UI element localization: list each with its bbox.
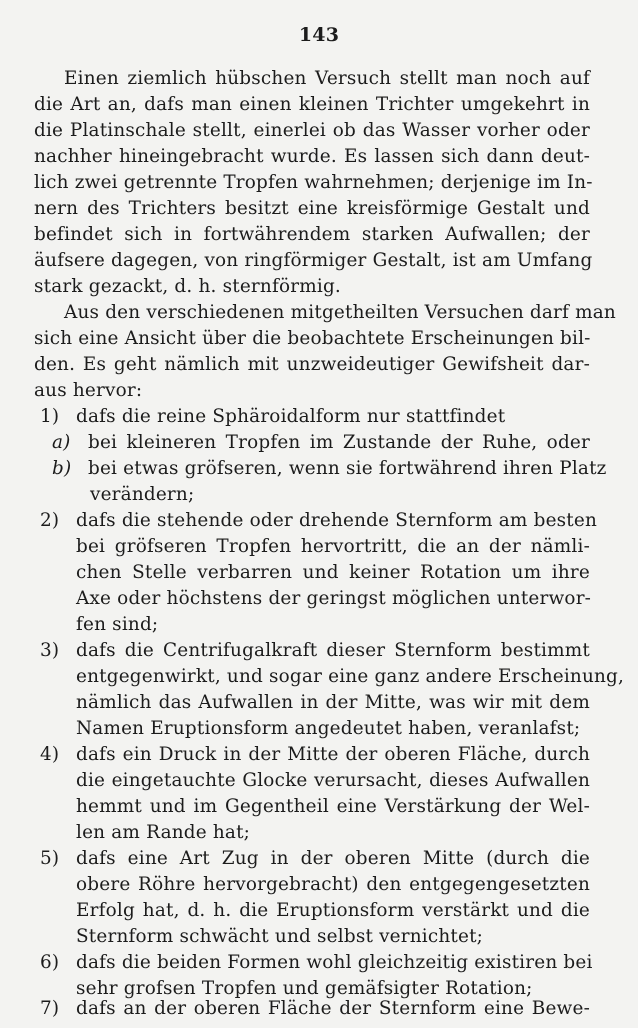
text-line: hemmt und im Gegentheil eine Verstärkung der Wel- [76, 796, 590, 817]
text-line: dafs die Centrifugalkraft dieser Sternform bestimmt [76, 640, 590, 661]
text-line: Erfolg hat, d. h. die Eruptionsform verstärkt und die [76, 900, 590, 921]
text-line: nämlich das Aufwallen in der Mitte, was wir mit dem [76, 692, 590, 713]
text-line: die Platinschale stellt, einerlei ob das Wasser vorher oder [34, 120, 590, 141]
item-number: 2) [40, 510, 60, 531]
item-number: 6) [40, 952, 60, 973]
text-line: bei kleineren Tropfen im Zustande der Ruhe, oder [88, 432, 590, 453]
text-line: fen sind; [76, 614, 159, 635]
text-line: sehr grofsen Tropfen und gemäfsigter Rotation; [76, 978, 533, 999]
text-line: äufsere dagegen, von ringförmiger Gestalt, ist am Umfang [34, 250, 593, 271]
text-line: Axe oder höchstens der geringst möglichen unterwor- [76, 588, 592, 609]
text-line: Namen Eruptionsform angedeutet haben, veranlafst; [76, 718, 581, 739]
text-line: chen Stelle verbarren und keiner Rotation um ihre [76, 562, 590, 583]
text-line: nern des Trichters besitzt eine kreisförmige Gestalt und [34, 198, 590, 219]
text-line: die Art an, dafs man einen kleinen Trichter umgekehrt in [34, 94, 590, 115]
text-line: dafs eine Art Zug in der oberen Mitte (durch die [76, 848, 590, 869]
text-line: aus hervor: [34, 380, 143, 401]
text-line: Einen ziemlich hübschen Versuch stellt man noch auf [64, 68, 590, 89]
text-line: sich eine Ansicht über die beobachtete Erscheinungen bil- [34, 328, 591, 349]
item-number: 1) [40, 406, 60, 427]
text-line: entgegenwirkt, und sogar eine ganz andere Erscheinung, [76, 666, 625, 687]
text-line: dafs an der oberen Fläche der Sternform eine Bewe- [76, 998, 590, 1019]
text-line: befindet sich in fortwährendem starken Aufwallen; der [34, 224, 590, 245]
text-line: bei gröfseren Tropfen hervortritt, die an der nämli- [76, 536, 590, 557]
text-line: dafs die stehende oder drehende Sternform am besten [76, 510, 598, 531]
text-line: lich zwei getrennte Tropfen wahrnehmen; derjenige im In- [34, 172, 593, 193]
item-number: 7) [40, 998, 60, 1019]
text-line: die eingetauchte Glocke verursacht, dieses Aufwallen [76, 770, 590, 791]
text-line: dafs ein Druck in der Mitte der oberen Fläche, durch [76, 744, 590, 765]
text-line: den. Es geht nämlich mit unzweideutiger Gewifsheit dar- [34, 354, 590, 375]
text-line: bei etwas gröfseren, wenn sie fortwährend ihren Platz [88, 458, 607, 479]
item-number: 5) [40, 848, 60, 869]
text-line: verändern; [90, 484, 195, 505]
text-line: obere Röhre hervorgebracht) den entgegengesetzten [76, 874, 590, 895]
text-line: len am Rande hat; [76, 822, 251, 843]
text-line: nachher hineingebracht wurde. Es lassen sich dann deut- [34, 146, 590, 167]
item-number: 3) [40, 640, 60, 661]
text-line: dafs die beiden Formen wohl gleichzeitig existiren bei [76, 952, 593, 973]
item-number: 4) [40, 744, 60, 765]
text-line: dafs die reine Sphäroidalform nur stattfindet [76, 406, 506, 427]
subitem-label: a) [52, 432, 71, 453]
text-line: Sternform schwächt und selbst vernichtet; [76, 926, 484, 947]
text-line: stark gezackt, d. h. sternförmig. [34, 276, 341, 297]
page-number: 143 [298, 24, 340, 46]
text-line: Aus den verschiedenen mitgetheilten Versuchen darf man [64, 302, 616, 323]
subitem-label: b) [52, 458, 72, 479]
